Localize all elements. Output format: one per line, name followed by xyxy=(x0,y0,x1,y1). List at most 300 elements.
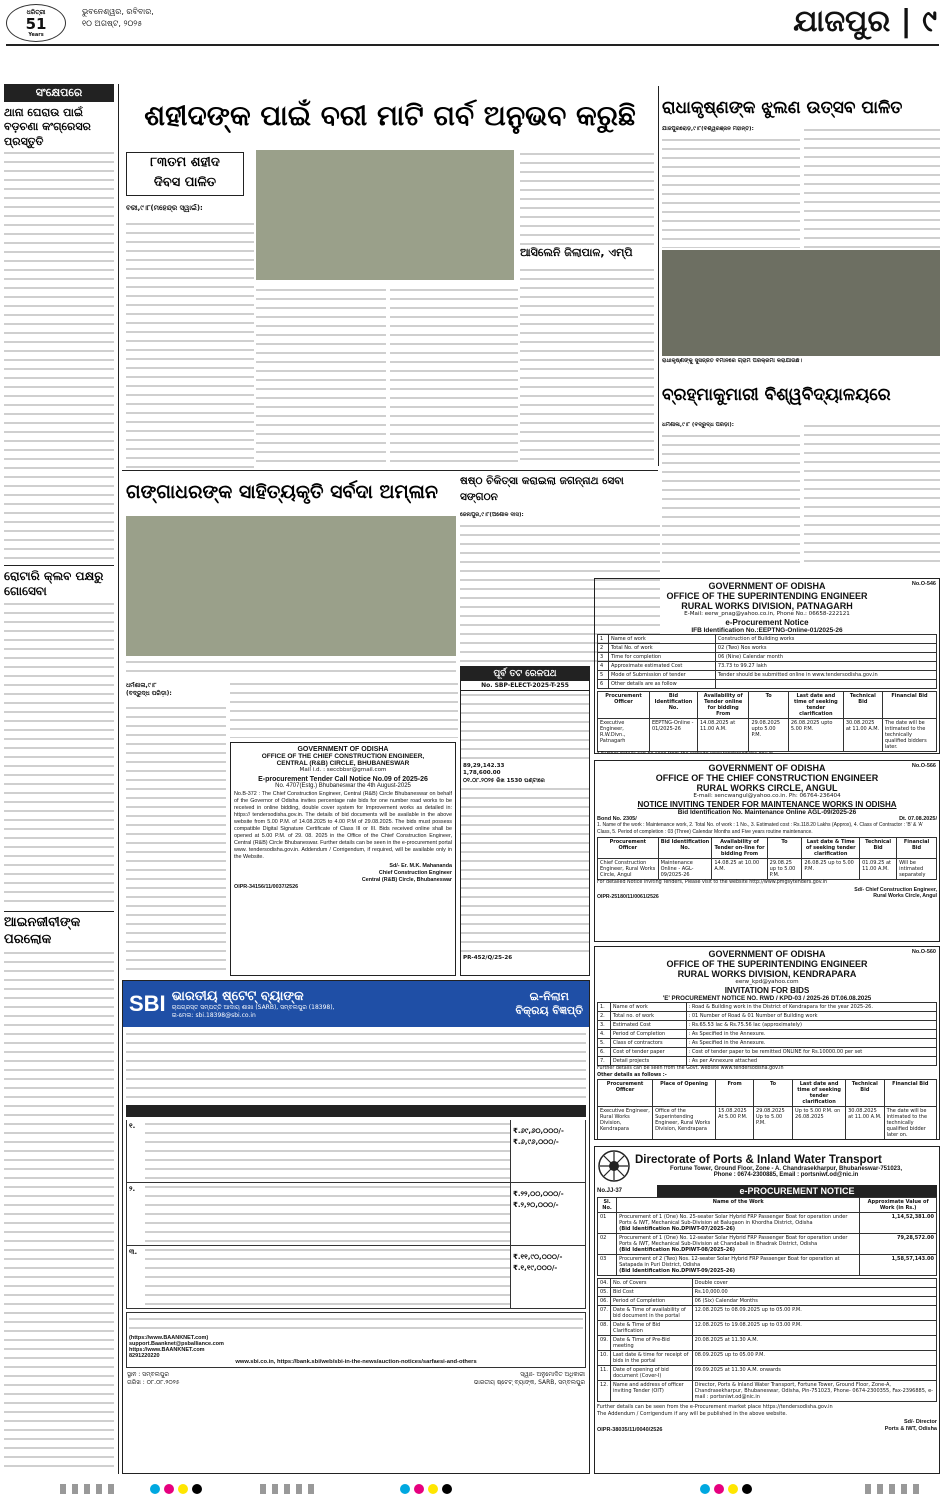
sbi-auction-title: ଇ-ନିଲାମ ବିକ୍ରୟ ବିଜ୍ଞପ୍ତି xyxy=(515,990,583,1017)
lead-body-col1 xyxy=(126,220,254,468)
brahmakumari-headline: ବ୍ରହ୍ମାକୁମାରୀ ବିଶ୍ୱବିଦ୍ୟାଳୟରେ xyxy=(662,385,891,405)
work-row xyxy=(598,1213,937,1234)
railway-emd: 1,78,600.00 xyxy=(463,770,501,777)
sbi-site-1: (https://www.BAANKNET.com) xyxy=(129,1335,209,1341)
kendrapara-no: No.O-560 xyxy=(911,949,936,955)
lot-amounts xyxy=(510,1246,585,1308)
table-cell: Time for completion xyxy=(608,653,715,662)
ports-ref: OIPR-38035/11/0040/2526 xyxy=(597,1427,663,1434)
angul-foot: For detailed Notice inviting Tenders, Please visit to the website http://www.pmgsytenders.gov.in xyxy=(597,880,828,886)
ports-addendum: The Addendum / Corrigendum if any will be published in the above website. xyxy=(597,1410,788,1417)
table-header-cell: Bid Identification No. xyxy=(649,692,697,719)
table-cell: 06 (Nine) Calendar month xyxy=(715,653,936,662)
table-cell: 1. xyxy=(598,1003,611,1012)
angul-desc: 1. Name of the work : Maintenance work, 2. Total No. of work : 1 No., 3. Estimated cost : Rs.118.20 Lakhs (Approx), 4. Class of Contractor : 'B' & 'A' Class, 5. Period of completion : 03 (Three) Calendar Months and Five years routine maintenance. xyxy=(597,822,923,835)
ports-notice: e-PROCUREMENT NOTICE xyxy=(657,1185,937,1197)
sbi-place: ସ୍ଥାନ : ସମ୍ବଲପୁର xyxy=(127,1371,169,1378)
work-description: Procurement of 1 (One) No. 12-seater Solar Hybrid FRP Passenger Boat for operation under Ports & IWT, Mechanical Sub-Division at Chandabali in Bhadrak District, Odisha xyxy=(619,1235,848,1247)
table-cell: Chief Construction Engineer, Rural Works Circle, Angul xyxy=(598,859,659,880)
railway-amount: 89,29,142.33 xyxy=(463,763,505,769)
table-cell: 14.08.2025 at 11.00 A.M. xyxy=(697,719,748,752)
patnagarh-ad xyxy=(594,578,940,754)
table-header-cell: Technical Bid xyxy=(846,1079,884,1106)
work-row xyxy=(598,1255,937,1276)
table-cell: Name and address of officer inviting Tender (OIT) xyxy=(610,1381,692,1402)
table-cell: Name of work xyxy=(608,635,715,644)
table-header-cell: To xyxy=(767,838,802,859)
table-header-cell: From xyxy=(716,1079,754,1106)
table-header-cell: Approximate Value of Work (in Rs.) xyxy=(860,1198,937,1213)
lot-amount: ₹.୧,୧୯,୦୦୦/- xyxy=(513,1264,558,1273)
sbi-date: ତାରିଖ : ୦୮.୦୮.୨୦୨୫ xyxy=(127,1379,180,1386)
rb-sign: Sd/- Er. M.K. Mahananda Chief Construction Engineer Central (R&B) Circle, Bhubaneswar xyxy=(361,863,452,884)
table-cell: Rs.10,000.00 xyxy=(692,1288,936,1297)
registration-dot xyxy=(414,1484,424,1494)
lead-kicker: ୮୩ତମ ଶହୀଦ ଦିବସ ପାଳିତ xyxy=(126,152,244,196)
table-cell: Cost of tender paper xyxy=(610,1048,686,1057)
railway-date: ୦୧.୦୮.୨୦୨୫ ରିଖ 1530 ଘଣ୍ଟାରେ xyxy=(463,777,545,784)
table-cell: 02 (Two) Nos works xyxy=(715,644,936,653)
sbi-site-2: support.Baanknet@psballiance.com xyxy=(129,1341,224,1347)
term-row xyxy=(598,1351,937,1366)
railway-ad xyxy=(460,666,590,976)
table-cell: 07. xyxy=(598,1306,611,1321)
table-header-cell: Financial Bid xyxy=(882,692,936,719)
gangadhar-caption xyxy=(126,658,456,676)
lot-amount: ₹.୧୧,୯୦,୦୦୦/- xyxy=(513,1253,563,1261)
auction-lot xyxy=(126,1183,586,1246)
table-cell: 3 xyxy=(598,653,609,662)
table-cell: 12.08.2025 to 08.09.2025 up to 05.00 P.M. xyxy=(692,1306,936,1321)
angul-ad xyxy=(594,760,940,942)
lot-details xyxy=(145,1120,510,1182)
brief-headline-3: ଆଇନଜୀବୀଙ୍କ ପରଲୋକ xyxy=(4,911,114,949)
table-cell: 08. xyxy=(598,1321,611,1336)
work-sl: 02 xyxy=(598,1234,617,1255)
table-cell: Date of opening of bid document (Cover-I) xyxy=(610,1366,692,1381)
rb-body: No.B-372 : The Chief Construction Engineer, Central (R&B) Circle Bhubaneswar on behalf of the Governor of Odisha invites percentage rate bids for one number road works to be received in online bidding, double cover system for Improvement works as detailed in: https:// tendersodisha.gov.in. The details of bid documents will be available in the above website from 5.00 P.M. of 14.08.2025 to 4.00 P.M of 29.08.2025. The bids must possess compatible Digital Signature Certificate of Class III or III. Bids received online shall be opened at 5.00 P.M. of 29. 08. 2025 in the Office of the Chief Construction Engineer, Central (R&B) Circle Bhubaneswar. Further details can be seen in the e-procurement portal www. tendersodisha.gov.in. Addendum / Corrigendum, if required, will be available only in the Website. xyxy=(234,791,452,861)
radhakrishna-body-2 xyxy=(804,126,940,248)
brief-headline-1: ଥାନା ଘେରାଉ ପାଇଁ ବଡ଼ଚଣା କଂଗ୍ରେସର ପ୍ରସ୍ତୁତି xyxy=(4,106,91,148)
table-cell: Bid Cost xyxy=(610,1288,692,1297)
table-row xyxy=(598,680,937,689)
sbi-lots xyxy=(126,1120,586,1309)
table-row xyxy=(598,1039,937,1048)
table-cell: 26.08.2025 upto 5.00 P.M. xyxy=(788,719,843,752)
sbi-web: www.sbi.co.in, https://bank.sbi/web/sbi-in-the-news/auction-notices/sarfaesi-and-others xyxy=(235,1359,477,1365)
table-header-cell: Technical Bid xyxy=(843,692,882,719)
rb-circle-ad xyxy=(230,742,456,976)
table-cell: 11. xyxy=(598,1366,611,1381)
table-header-cell: Sl. No. xyxy=(598,1198,617,1213)
gangadhar-dateline: ଧର୍ମଶାଳା,୯।୮ (ବଦ୍ରୁଦ୍ଧ ପରିଡ଼ା): xyxy=(126,682,172,697)
table-cell: Maintenance Online - AGL-09/2025-26 xyxy=(658,859,712,880)
angul-sign: Sd/- Chief Construction Engineer, Rural Works Circle, Angul xyxy=(854,886,937,900)
sbi-logo: SBI xyxy=(129,991,166,1016)
patnagarh-no: No.O-546 xyxy=(911,581,936,587)
table-cell: Mode of Submission of tender xyxy=(608,671,715,680)
patnagarh-ifb: IFB Identification No.:EEPTNG-Online-01/2025-26 xyxy=(691,627,843,635)
table-cell: Executive Engineer, Rural Works Division, Kendrapara xyxy=(598,1106,653,1139)
angul-line-1: GOVERNMENT OF ODISHA xyxy=(708,763,826,773)
table-header-cell: Name of the Work xyxy=(617,1198,860,1213)
work-name xyxy=(617,1234,860,1255)
sbi-site-3: https://www.BAANKNET.com xyxy=(129,1347,205,1353)
table-cell: 4. xyxy=(598,1030,611,1039)
table-cell: 5. xyxy=(598,1039,611,1048)
table-row xyxy=(598,635,937,644)
table-cell: 73.73 to 99.27 lakh xyxy=(715,662,936,671)
term-row xyxy=(598,1381,937,1402)
table-cell: Other details are as follow xyxy=(608,680,715,689)
table-header-cell: Financial Bid xyxy=(897,838,937,859)
work-sl: 03 xyxy=(598,1255,617,1276)
rb-email: Mail i.d. : seccbbsr@gmail.com xyxy=(299,767,387,773)
table-cell: 14.08.25 at 10.00 A.M. xyxy=(712,859,767,880)
term-row xyxy=(598,1288,937,1297)
term-row xyxy=(598,1297,937,1306)
table-cell: : Rs.65.53 lac & Rs.75.56 lac (approximately) xyxy=(686,1021,936,1030)
brief-body-3 xyxy=(4,949,114,1469)
work-bid-id: (Bid Identification No.DPIWT-07/2025-26) xyxy=(619,1226,736,1232)
table-row xyxy=(598,653,937,662)
radhakrishna-body-1 xyxy=(662,136,800,248)
badge-caption: Years xyxy=(28,32,44,38)
column-rule xyxy=(118,84,119,1474)
term-row xyxy=(598,1306,937,1321)
patnagarh-info-table xyxy=(597,634,937,689)
kendrapara-invite: INVITATION FOR BIDS xyxy=(724,986,810,996)
table-row xyxy=(598,1012,937,1021)
tone-bar-right xyxy=(865,1484,925,1494)
table-cell: No. of Covers xyxy=(610,1279,692,1288)
sbi-intro xyxy=(126,1030,586,1102)
sbi-phone: 8291220220 xyxy=(129,1353,160,1359)
table-header-cell: Last date and time of seeking tender clarification xyxy=(788,692,843,719)
term-row xyxy=(598,1321,937,1336)
kendrapara-further: Further details can be seen from the Govt. website www.tendersodisha.gov.in xyxy=(597,1066,784,1072)
table-header-cell: Availability of Tender on-line for bidding From xyxy=(712,838,767,859)
work-value: 1,14,52,381.00 xyxy=(860,1213,937,1234)
registration-dot xyxy=(192,1484,202,1494)
brief-headline-2: ରୋଟାରି କ୍ଲବ ପକ୍ଷରୁ ଗୋସେବା xyxy=(4,565,114,600)
table-cell: Name of work xyxy=(610,1003,686,1012)
registration-dot xyxy=(150,1484,160,1494)
work-value: 79,28,572.00 xyxy=(860,1234,937,1255)
railway-body-2 xyxy=(461,785,589,955)
auction-lot xyxy=(126,1120,586,1183)
table-header-cell: Procurement Officer xyxy=(598,838,659,859)
radhakrishna-photo xyxy=(662,250,940,356)
table-cell: : 01 Number of Road & 01 Number of Building work xyxy=(686,1012,936,1021)
dateline: ଭୁବନେଶ୍ୱର, ରବିବାର, ୧୦ ଅଗଷ୍ଟ, ୨୦୨୫ xyxy=(82,7,154,28)
table-cell: 10. xyxy=(598,1351,611,1366)
lead-body-col4 xyxy=(520,150,654,246)
gangadhar-headline: ଗଙ୍ଗାଧରଙ୍କ ସାହିତ୍ୟକୃତି ସର୍ବଦା ଅମ୍ଳାନ xyxy=(126,481,438,503)
sbi-email: ଇ-ମେଲ: sbi.18398@sbi.co.in xyxy=(171,1011,256,1019)
table-header-cell: Last date & Time of seeking tender clarification xyxy=(802,838,860,859)
table-cell: Total No. of work xyxy=(608,644,715,653)
ports-sign: Sd/- Director Ports & IWT, Odisha xyxy=(884,1419,937,1433)
kendrapara-ad xyxy=(594,946,940,1140)
registration-dot xyxy=(700,1484,710,1494)
table-cell: 5 xyxy=(598,671,609,680)
angul-bond: Bond No. 2305/ xyxy=(597,816,637,823)
work-name xyxy=(617,1213,860,1234)
table-cell: 30.08.2025 at 11.00 A.M. xyxy=(843,719,882,752)
angul-date: Dt. 07.08.2025/ xyxy=(899,816,937,823)
table-cell: Director, Ports & Inland Water Transport, Fortune Tower, Ground Floor, Zone-A, Chandrasekharpur, Bhubaneswar, Odisha, Pin-751023, Phone- 0674-2300355, Fax-2396885, e-mail : portsniwt.od@nic.in xyxy=(692,1381,936,1402)
table-header-cell: Procurement Officer xyxy=(598,692,650,719)
masthead xyxy=(0,0,945,44)
lead-headline: ଶହୀଦଙ୍କ ପାଇଁ ବରୀ ମାଟି ଗର୍ବ ଅନୁଭବ କରୁଛି xyxy=(144,99,636,132)
table-header-cell: Procurement Officer xyxy=(598,1079,653,1106)
table-cell: Detail projects xyxy=(610,1057,686,1066)
sbi-sign: ସ୍ୱାଃ- ଅନୁମୋଦିତ ଅଧିକାରୀ ଭାରତୀୟ ଷ୍ଟେଟ୍ ବ୍ୟାଙ୍କ, SARB, ସମ୍ବଲପୁର xyxy=(473,1371,585,1386)
table-cell: : As Specified in the Annexure. xyxy=(686,1030,936,1039)
tone-bar-left xyxy=(60,1484,120,1494)
angul-line-3: RURAL WORKS CIRCLE, ANGUL xyxy=(696,783,838,793)
patnagarh-line-3: RURAL WORKS DIVISION, PATNAGARH xyxy=(681,601,853,611)
table-cell: Tender should be submitted online in www.tendersodisha.gov.in xyxy=(715,671,936,680)
table-header-cell: To xyxy=(754,1079,793,1106)
brief-body-2 xyxy=(4,600,114,905)
registration-dot xyxy=(742,1484,752,1494)
table-cell: : Cost of tender paper to be remitted ONLINE for Rs.10000.00 per set xyxy=(686,1048,936,1057)
table-row xyxy=(598,1003,937,1012)
table-row xyxy=(598,1030,937,1039)
kendrapara-line-2: OFFICE OF THE SUPERINTENDING ENGINEER xyxy=(666,959,868,969)
table-cell: Up to 5.00 P.M. on 26.08.2025 xyxy=(793,1106,846,1139)
table-cell: 09. xyxy=(598,1336,611,1351)
table-cell: 12. xyxy=(598,1381,611,1402)
table-cell: Office of the Superintending Engineer, Rural Works Division, Kendrapara xyxy=(653,1106,716,1139)
table-cell: 2. xyxy=(598,1012,611,1021)
registration-dot xyxy=(178,1484,188,1494)
table-row xyxy=(598,671,937,680)
table-cell: Date & Time of Bid Clarification xyxy=(610,1321,692,1336)
term-row xyxy=(598,1336,937,1351)
lot-amount: ₹.୨,୨୦,୦୦୦/- xyxy=(513,1201,559,1210)
rb-line-2: OFFICE OF THE CHIEF CONSTRUCTION ENGINEER, xyxy=(261,753,425,760)
kendrapara-other: Other details as follows :- xyxy=(597,1072,667,1078)
lead-dateline: ବରୀ,୯।୮(ମହେନ୍ଦ୍ର ସ୍ୱାଇଁ): xyxy=(126,204,203,212)
registration-dot xyxy=(714,1484,724,1494)
patnagarh-schedule-table xyxy=(597,691,937,752)
table-cell: The date will be intimated to the technically qualified bidder later on. xyxy=(884,1106,936,1139)
lot-amounts xyxy=(510,1183,585,1245)
table-cell: 06. xyxy=(598,1297,611,1306)
radhakrishna-headline: ରାଧାକୃଷ୍ଣଙ୍କ ଝୁଲଣ ଉତ୍ସବ ପାଳିତ xyxy=(662,98,903,118)
briefs-tag: ସଂକ୍ଷେପରେ xyxy=(4,84,114,102)
sbi-bank-name: ଭାରତୀୟ ଷ୍ଟେଟ୍ ବ୍ୟାଙ୍କ xyxy=(171,988,304,1004)
story-rule xyxy=(122,470,658,471)
table-cell: 20.08.2025 at 11.30 A.M. xyxy=(692,1336,936,1351)
ports-ad xyxy=(594,1146,940,1474)
table-row xyxy=(598,1048,937,1057)
jagannath-headline: ଷଷ୍ଠ ଚିକିତ୍ସା କରାଇଲା ଜଗନ୍ନାଥ ସେବା ସଙ୍ଗଠନ xyxy=(460,475,624,503)
table-cell: 06 (Six) Calendar Months xyxy=(692,1297,936,1306)
railway-body xyxy=(461,691,589,763)
asilen-body xyxy=(520,266,654,466)
work-sl: 01 xyxy=(598,1213,617,1234)
table-cell: Construction of Building works xyxy=(715,635,936,644)
registration-dot xyxy=(728,1484,738,1494)
lead-body-col3 xyxy=(390,286,518,466)
table-cell: 29.08.2025 upto 5.00 P.M. xyxy=(749,719,788,752)
work-row xyxy=(598,1234,937,1255)
table-header-cell: Bid Identification No. xyxy=(658,838,712,859)
radhakrishna-dateline: ଯାଜପୁରରୋଡ଼,୯।୮(ବିଶ୍ୱରଞ୍ଜନ ମହାନ୍ତି): xyxy=(662,126,754,132)
kendrapara-notice: 'E' PROCUREMENT NOTICE NO. RWD / KPD-03 / 2025-26 DT.06.08.2025 xyxy=(662,995,872,1003)
table-cell: 4 xyxy=(598,662,609,671)
table-cell: Estimated Cost xyxy=(610,1021,686,1030)
table-cell: Double cover xyxy=(692,1279,936,1288)
table-cell: 12.08.2025 to 19.08.2025 up to 03.00 P.M. xyxy=(692,1321,936,1336)
kendrapara-line-1: GOVERNMENT OF ODISHA xyxy=(708,949,826,959)
work-description: Procurement of 1 (One) No. 25-seater Solar Hybrid FRP Passenger Boat for operation under Ports & IWT, Mechanical Sub-Division at Balugaon in Khordha District, Odisha xyxy=(619,1214,848,1226)
kendrapara-email: eerw_kpd@yahoo.com xyxy=(735,979,799,985)
table-cell: 15.08.2025 At 5.00 P.M. xyxy=(716,1106,754,1139)
term-row xyxy=(598,1366,937,1381)
page-title: ଯାଜପୁର | ୯ xyxy=(793,4,937,39)
kendrapara-line-3: RURAL WORKS DIVISION, KENDRAPARA xyxy=(677,969,857,979)
angul-schedule-table xyxy=(597,837,937,880)
table-cell: 04. xyxy=(598,1279,611,1288)
table-cell: 29.08.25 up to 5.00 P.M. xyxy=(767,859,802,880)
sbi-header xyxy=(123,981,589,1027)
registration-dot xyxy=(428,1484,438,1494)
lot-amounts xyxy=(510,1120,585,1182)
table-cell: Period of Completion xyxy=(610,1030,686,1039)
patnagarh-line-1: GOVERNMENT OF ODISHA xyxy=(708,581,826,591)
work-value: 1,58,57,143.00 xyxy=(860,1255,937,1276)
lead-body-col2 xyxy=(256,286,386,466)
ports-further: Further details can be seen from the e-Procurement market place https://tendersodisha.gov.in xyxy=(597,1404,833,1410)
table-row xyxy=(598,1021,937,1030)
table-cell: 30.08.2025 at 11.00 A.M. xyxy=(846,1106,884,1139)
table-cell: 7. xyxy=(598,1057,611,1066)
lot-amount: ₹.୬,୯୬,୦୦୦/- xyxy=(513,1138,559,1147)
patnagarh-line-2: OFFICE OF THE SUPERINTENDING ENGINEER xyxy=(666,591,868,601)
angul-ref: OIPR-25180/11/0061/2526 xyxy=(597,894,659,900)
brahmakumari-body-2 xyxy=(804,422,940,564)
lot-number: ୧. xyxy=(129,1122,136,1130)
asilen-headline: ଆସିଲେନି ଜିଲାପାଳ, ଏମ୍‌ପି xyxy=(520,246,633,259)
work-bid-id: (Bid Identification No.DPIWT-09/2025-26) xyxy=(619,1268,736,1274)
rb-ref: OIPR-34156/11/0037/2526 xyxy=(234,884,299,891)
table-cell: 05. xyxy=(598,1288,611,1297)
table-header-cell: To xyxy=(749,692,788,719)
angul-no: No.O-566 xyxy=(911,763,936,769)
badge-years: 51 xyxy=(25,15,47,33)
table-cell: 3. xyxy=(598,1021,611,1030)
sbi-branch: ଚାପଗ୍ରସ୍ତ ସମ୍ପତ୍ତି ଆଦାୟ ଶାଖା (SARB), ସମ୍ବଲପୁର (18398), xyxy=(171,1003,335,1011)
term-row xyxy=(598,1279,937,1288)
patnagarh-notice: e-Procurement Notice xyxy=(725,618,809,628)
railway-tender-no: No. SBP-ELECT-2025-T-255 xyxy=(461,681,589,691)
sbi-footer-text xyxy=(129,1315,583,1335)
jagannath-dateline: ଜେନାପୁର,୯।୮(ଅଶୋକ ଦାସ): xyxy=(460,512,524,518)
lot-amount: ₹.୨୨,୦୦,୦୦୦/- xyxy=(513,1190,564,1198)
railway-title: ପୂର୍ବ ତଟ ରେଳପଥ xyxy=(461,667,589,681)
table-cell: 09.09.2025 at 11.30 A.M. onwards xyxy=(692,1366,936,1381)
table-header-cell: Financial Bid xyxy=(884,1079,936,1106)
table-header-cell: Availability of Tender online for bidding From xyxy=(697,692,748,719)
rb-notice: E-procurement Tender Call Notice No.09 of 2025-26 xyxy=(258,776,428,784)
lot-details xyxy=(145,1183,510,1245)
table-cell: EEPTNG-Online - 01/2025-26 xyxy=(649,719,697,752)
table-cell: Will be intimated separately xyxy=(897,859,937,880)
angul-notice: NOTICE INVITING TENDER FOR MAINTENANCE WORKS IN ODISHA xyxy=(637,800,897,810)
table-header-cell: Last date and time of seeking tender clarification xyxy=(793,1079,846,1106)
lot-number: ୩. xyxy=(129,1248,138,1256)
radhakrishna-caption: ରାଧାକୃଷ୍ଣଙ୍କୁ ସୁସଜ୍ଜିତ ବିମାନରେ ଗ୍ରାମ ପରିକ୍ରମା କରାଯାଉଛି। xyxy=(662,358,802,364)
brahmakumari-body-1 xyxy=(662,432,800,564)
badge-label: ଧରିତ୍ରୀ xyxy=(26,9,46,16)
registration-dot xyxy=(400,1484,410,1494)
angul-email: E-mail: sencwangul@yahoo.co.in. Ph: 06764-236404 xyxy=(693,793,841,799)
table-row xyxy=(598,644,937,653)
lot-amount: ₹.୬୯,୬୦,୦୦୦/- xyxy=(513,1127,564,1135)
table-header-cell: Technical Bid xyxy=(860,838,897,859)
kendrapara-info-table xyxy=(597,1002,937,1066)
table-cell: Class of contractors xyxy=(610,1039,686,1048)
table-cell: 01.09.25 at 11.00 A.M. xyxy=(860,859,897,880)
table-header-cell: Place of Opening xyxy=(653,1079,716,1106)
table-row xyxy=(598,662,937,671)
table-cell: 26.08.25 up to 5.00 P.M. xyxy=(802,859,860,880)
sbi-footer xyxy=(126,1312,586,1368)
table-cell: 6. xyxy=(598,1048,611,1057)
table-cell: Total no. of work xyxy=(610,1012,686,1021)
angul-line-2: OFFICE OF THE CHIEF CONSTRUCTION ENGINEER xyxy=(655,773,879,783)
table-cell: : Road & Building work in the District of Kendrapara for the year 2025-26. xyxy=(686,1003,936,1012)
briefs-column xyxy=(4,84,114,1474)
registration-dot xyxy=(164,1484,174,1494)
work-bid-id: (Bid Identification No.DPIWT-08/2025-26) xyxy=(619,1247,736,1253)
rb-line-3: CENTRAL (R&B) CIRCLE, BHUBANESWAR xyxy=(276,760,410,767)
sbi-auction-date-bar xyxy=(126,1105,586,1117)
column-rule xyxy=(658,86,659,466)
gangadhar-body-2 xyxy=(230,680,458,738)
ports-line-2: Fortune Tower, Ground Floor, Zone - A. Chandrasekharpur, Bhubaneswar-751023, xyxy=(669,1166,903,1172)
table-cell: 08.09.2025 up to 05.00 P.M. xyxy=(692,1351,936,1366)
masthead-rule xyxy=(6,44,939,46)
table-cell: : As Specified in the Annexure. xyxy=(686,1039,936,1048)
table-cell: Approximate estimated Cost xyxy=(608,662,715,671)
registration-strip xyxy=(0,1478,945,1498)
table-cell: 29.08.2025 Up to 5.00 P.M. xyxy=(754,1106,793,1139)
gangadhar-photo xyxy=(126,516,456,656)
gangadhar-body-1 xyxy=(126,704,226,976)
table-cell: Date & Time of availability of bid document in the portal xyxy=(610,1306,692,1321)
table-cell: The date will be intimated to the technically qualified bidders later. xyxy=(882,719,936,752)
table-row xyxy=(598,1057,937,1066)
ports-no: No.JJ-37 xyxy=(597,1188,623,1194)
patnagarh-email: E-Mail: eerw_pnag@yahoo.co.in, Phone No.: 06658-222121 xyxy=(684,611,850,617)
table-cell: Period of Completion xyxy=(610,1297,692,1306)
patnagarh-foot-1 xyxy=(597,752,937,754)
ports-terms-table xyxy=(597,1278,937,1402)
table-cell: 2 xyxy=(598,644,609,653)
lot-details xyxy=(145,1246,510,1308)
table-cell: Last date & time for receipt of bids in the portal xyxy=(610,1351,692,1366)
table-cell: 6 xyxy=(598,680,609,689)
table-cell: Executive Engineer, R.W.Divn., Patnagarh xyxy=(598,719,650,752)
work-name xyxy=(617,1255,860,1276)
rb-line-1: GOVERNMENT OF ODISHA xyxy=(297,746,389,753)
